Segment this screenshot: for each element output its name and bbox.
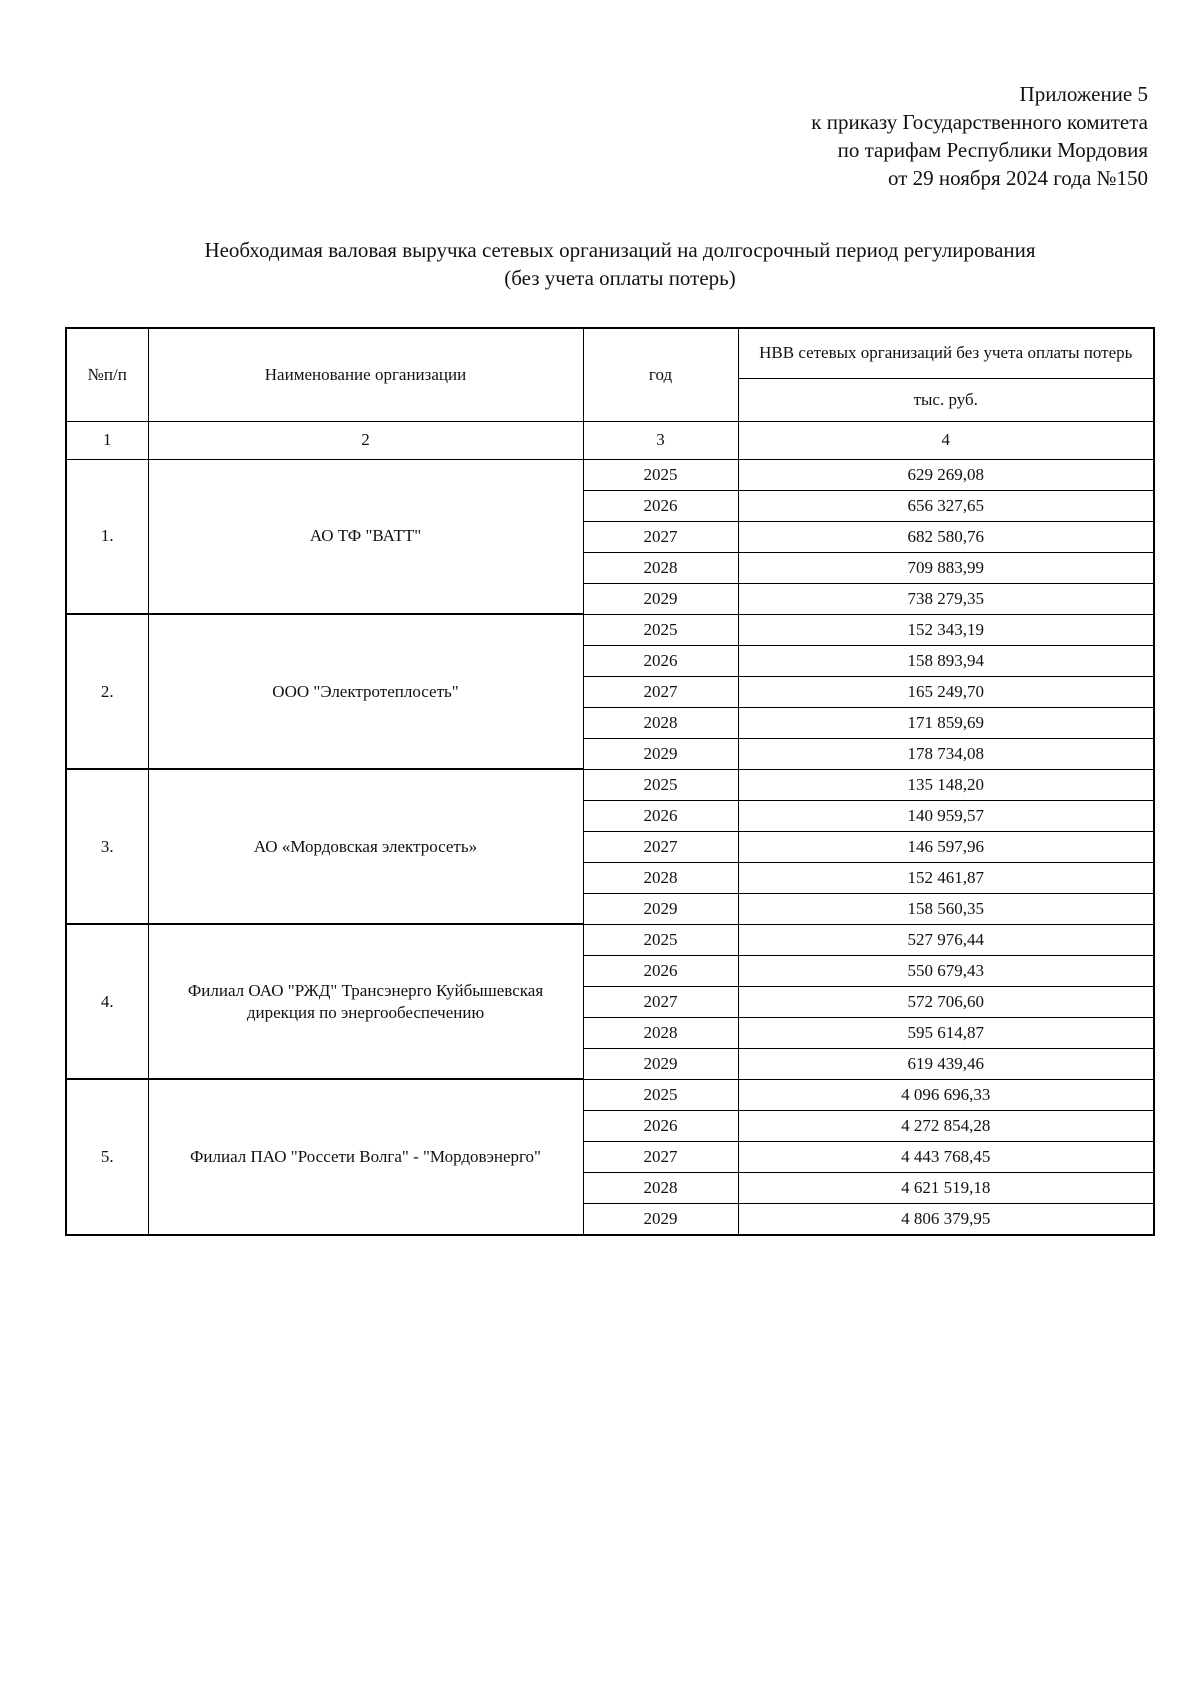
appendix-line: Приложение 5 (1019, 82, 1148, 106)
value-cell: 165 249,70 (738, 676, 1154, 707)
value-cell: 140 959,57 (738, 800, 1154, 831)
value-cell: 158 893,94 (738, 645, 1154, 676)
document-title (60, 236, 1180, 292)
org-number: 2. (66, 614, 148, 769)
value-cell: 619 439,46 (738, 1048, 1154, 1079)
value-cell: 572 706,60 (738, 986, 1154, 1017)
value-cell: 527 976,44 (738, 924, 1154, 955)
year-cell: 2029 (583, 1048, 738, 1079)
year-cell: 2025 (583, 1079, 738, 1110)
year-cell: 2025 (583, 924, 738, 955)
year-cell: 2026 (583, 645, 738, 676)
year-cell: 2029 (583, 893, 738, 924)
table-row (66, 769, 1154, 800)
org-number: 4. (66, 924, 148, 1079)
year-cell: 2028 (583, 1017, 738, 1048)
year-cell: 2029 (583, 1203, 738, 1235)
year-cell: 2028 (583, 707, 738, 738)
header-nvv: НВВ сетевых организаций без учета оплаты потерь (738, 328, 1154, 378)
column-index: 3 (583, 421, 738, 459)
year-cell: 2026 (583, 490, 738, 521)
column-index: 1 (66, 421, 148, 459)
appendix-block (811, 80, 1148, 192)
title-line: Необходимая валовая выручка сетевых организаций на долгосрочный период регулирования (204, 238, 1036, 262)
value-cell: 4 621 519,18 (738, 1172, 1154, 1203)
table-row (66, 459, 1154, 490)
year-cell: 2029 (583, 738, 738, 769)
year-cell: 2027 (583, 676, 738, 707)
org-name: АО «Мордовская электросеть» (148, 769, 583, 924)
value-cell: 152 461,87 (738, 862, 1154, 893)
appendix-line: к приказу Государственного комитета (811, 110, 1148, 134)
year-cell: 2027 (583, 986, 738, 1017)
header-year: год (583, 328, 738, 421)
year-cell: 2026 (583, 955, 738, 986)
column-index-row (66, 421, 1154, 459)
value-cell: 595 614,87 (738, 1017, 1154, 1048)
org-name: ООО "Электротеплосеть" (148, 614, 583, 769)
value-cell: 146 597,96 (738, 831, 1154, 862)
year-cell: 2026 (583, 800, 738, 831)
value-cell: 682 580,76 (738, 521, 1154, 552)
value-cell: 738 279,35 (738, 583, 1154, 614)
appendix-line: от 29 ноября 2024 года №150 (887, 166, 1148, 190)
year-cell: 2028 (583, 862, 738, 893)
nvv-table (65, 327, 1155, 1236)
header-name: Наименование организации (148, 328, 583, 421)
org-number: 5. (66, 1079, 148, 1235)
org-name: АО ТФ "ВАТТ" (148, 459, 583, 614)
year-cell: 2028 (583, 1172, 738, 1203)
year-cell: 2025 (583, 769, 738, 800)
year-cell: 2025 (583, 459, 738, 490)
org-number: 1. (66, 459, 148, 614)
value-cell: 629 269,08 (738, 459, 1154, 490)
year-cell: 2025 (583, 614, 738, 645)
value-cell: 709 883,99 (738, 552, 1154, 583)
value-cell: 135 148,20 (738, 769, 1154, 800)
year-cell: 2027 (583, 831, 738, 862)
org-name: Филиал ПАО "Россети Волга" - "Мордовэнерго" (148, 1079, 583, 1235)
year-cell: 2028 (583, 552, 738, 583)
org-number: 3. (66, 769, 148, 924)
table-header (66, 328, 1154, 459)
value-cell: 4 806 379,95 (738, 1203, 1154, 1235)
year-cell: 2027 (583, 521, 738, 552)
value-cell: 4 096 696,33 (738, 1079, 1154, 1110)
value-cell: 550 679,43 (738, 955, 1154, 986)
column-index: 2 (148, 421, 583, 459)
year-cell: 2029 (583, 583, 738, 614)
value-cell: 656 327,65 (738, 490, 1154, 521)
table-row (66, 614, 1154, 645)
table-row (66, 1079, 1154, 1110)
title-line: (без учета оплаты потерь) (504, 266, 736, 290)
appendix-line: по тарифам Республики Мордовия (837, 138, 1148, 162)
org-name: Филиал ОАО "РЖД" Трансэнерго Куйбышевская дирекция по энергообеспечению (148, 924, 583, 1079)
value-cell: 152 343,19 (738, 614, 1154, 645)
year-cell: 2027 (583, 1141, 738, 1172)
header-num: №п/п (66, 328, 148, 421)
header-units: тыс. руб. (738, 378, 1154, 421)
year-cell: 2026 (583, 1110, 738, 1141)
value-cell: 171 859,69 (738, 707, 1154, 738)
value-cell: 4 443 768,45 (738, 1141, 1154, 1172)
value-cell: 158 560,35 (738, 893, 1154, 924)
value-cell: 178 734,08 (738, 738, 1154, 769)
table-row (66, 924, 1154, 955)
table-body (66, 459, 1154, 1235)
value-cell: 4 272 854,28 (738, 1110, 1154, 1141)
column-index: 4 (738, 421, 1154, 459)
